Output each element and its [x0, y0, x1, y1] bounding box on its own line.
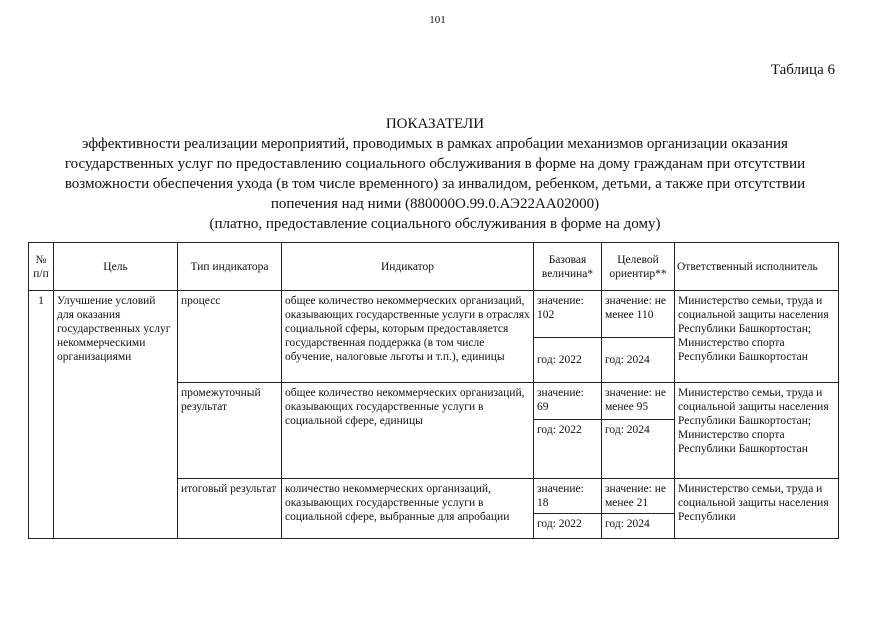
heading-line: (платно, предоставление социального обслуживания в форме на дому): [209, 216, 661, 232]
heading-title: ПОКАЗАТЕЛИ: [385, 116, 485, 132]
responsible-cell: Министерство семьи, труда и социальной защиты населения Республики: [675, 479, 839, 539]
target-value: значение: не менее 95: [602, 383, 675, 420]
responsible-cell: Министерство семьи, труда и социальной защиты населения Республики Башкортостан; Министерство спорта Республики Башкортостан: [675, 383, 839, 479]
target-year: год: 2024: [602, 514, 675, 539]
target-value: значение: не менее 21: [602, 479, 675, 514]
base-value: значение: 102: [534, 291, 602, 338]
base-year: год: 2022: [534, 420, 602, 479]
table-row: [29, 291, 839, 338]
base-year: год: 2022: [534, 514, 602, 539]
header-target: Целевой ориентир**: [602, 243, 675, 291]
page-number: 101: [429, 14, 446, 26]
document-heading: [20, 114, 850, 234]
responsible-cell: Министерство семьи, труда и социальной защиты населения Республики Башкортостан; Министерство спорта Республики Башкортостан: [675, 291, 839, 383]
indicator-type: итоговый результат: [178, 479, 282, 539]
heading-line: государственных услуг по предоставлению социального обслуживания в форме на дому гражданам при отсутствии: [64, 156, 806, 172]
heading-line: возможности обеспечения ухода (в том числе временного) за инвалидом, ребенком, детьми, а также при отсутствии: [64, 176, 806, 192]
base-value: значение: 69: [534, 383, 602, 420]
target-value: значение: не менее 110: [602, 291, 675, 338]
indicator-text: количество некоммерческих организаций, оказывающих государственные услуги в социальной сфере, выбранные для апробации: [282, 479, 534, 539]
table-header-row: [29, 243, 839, 291]
header-responsible: Ответственный исполнитель: [675, 243, 839, 291]
indicator-text: общее количество некоммерческих организаций, оказывающих государственные услуги в социальной сфере, единицы: [282, 383, 534, 479]
target-year: год: 2024: [602, 420, 675, 479]
heading-line: эффективности реализации мероприятий, проводимых в рамках апробации механизмов организации оказания: [82, 136, 788, 152]
table-label: Таблица 6: [770, 62, 835, 78]
header-type: Тип индикатора: [178, 243, 282, 291]
header-goal: Цель: [54, 243, 178, 291]
row-number: 1: [29, 291, 54, 539]
indicator-type: процесс: [178, 291, 282, 383]
base-year: год: 2022: [534, 338, 602, 383]
indicator-type: промежуточный результат: [178, 383, 282, 479]
base-value: значение: 18: [534, 479, 602, 514]
header-indicator: Индикатор: [282, 243, 534, 291]
target-year: год: 2024: [602, 338, 675, 383]
indicators-table: [28, 242, 839, 539]
header-base: Базовая величина*: [534, 243, 602, 291]
goal-cell: Улучшение условий для оказания государственных услуг некоммерческими организациями: [54, 291, 178, 539]
heading-line: попечения над ними (880000О.99.0.АЭ22АА02000): [270, 196, 600, 212]
header-num: № п/п: [29, 243, 54, 291]
indicator-text: общее количество некоммерческих организаций, оказывающих государственные услуги в отраслях социальной сферы, которым предоставляется государственная поддержка (в том числе обучение, налоговые льготы и т.п.), единицы: [282, 291, 534, 383]
